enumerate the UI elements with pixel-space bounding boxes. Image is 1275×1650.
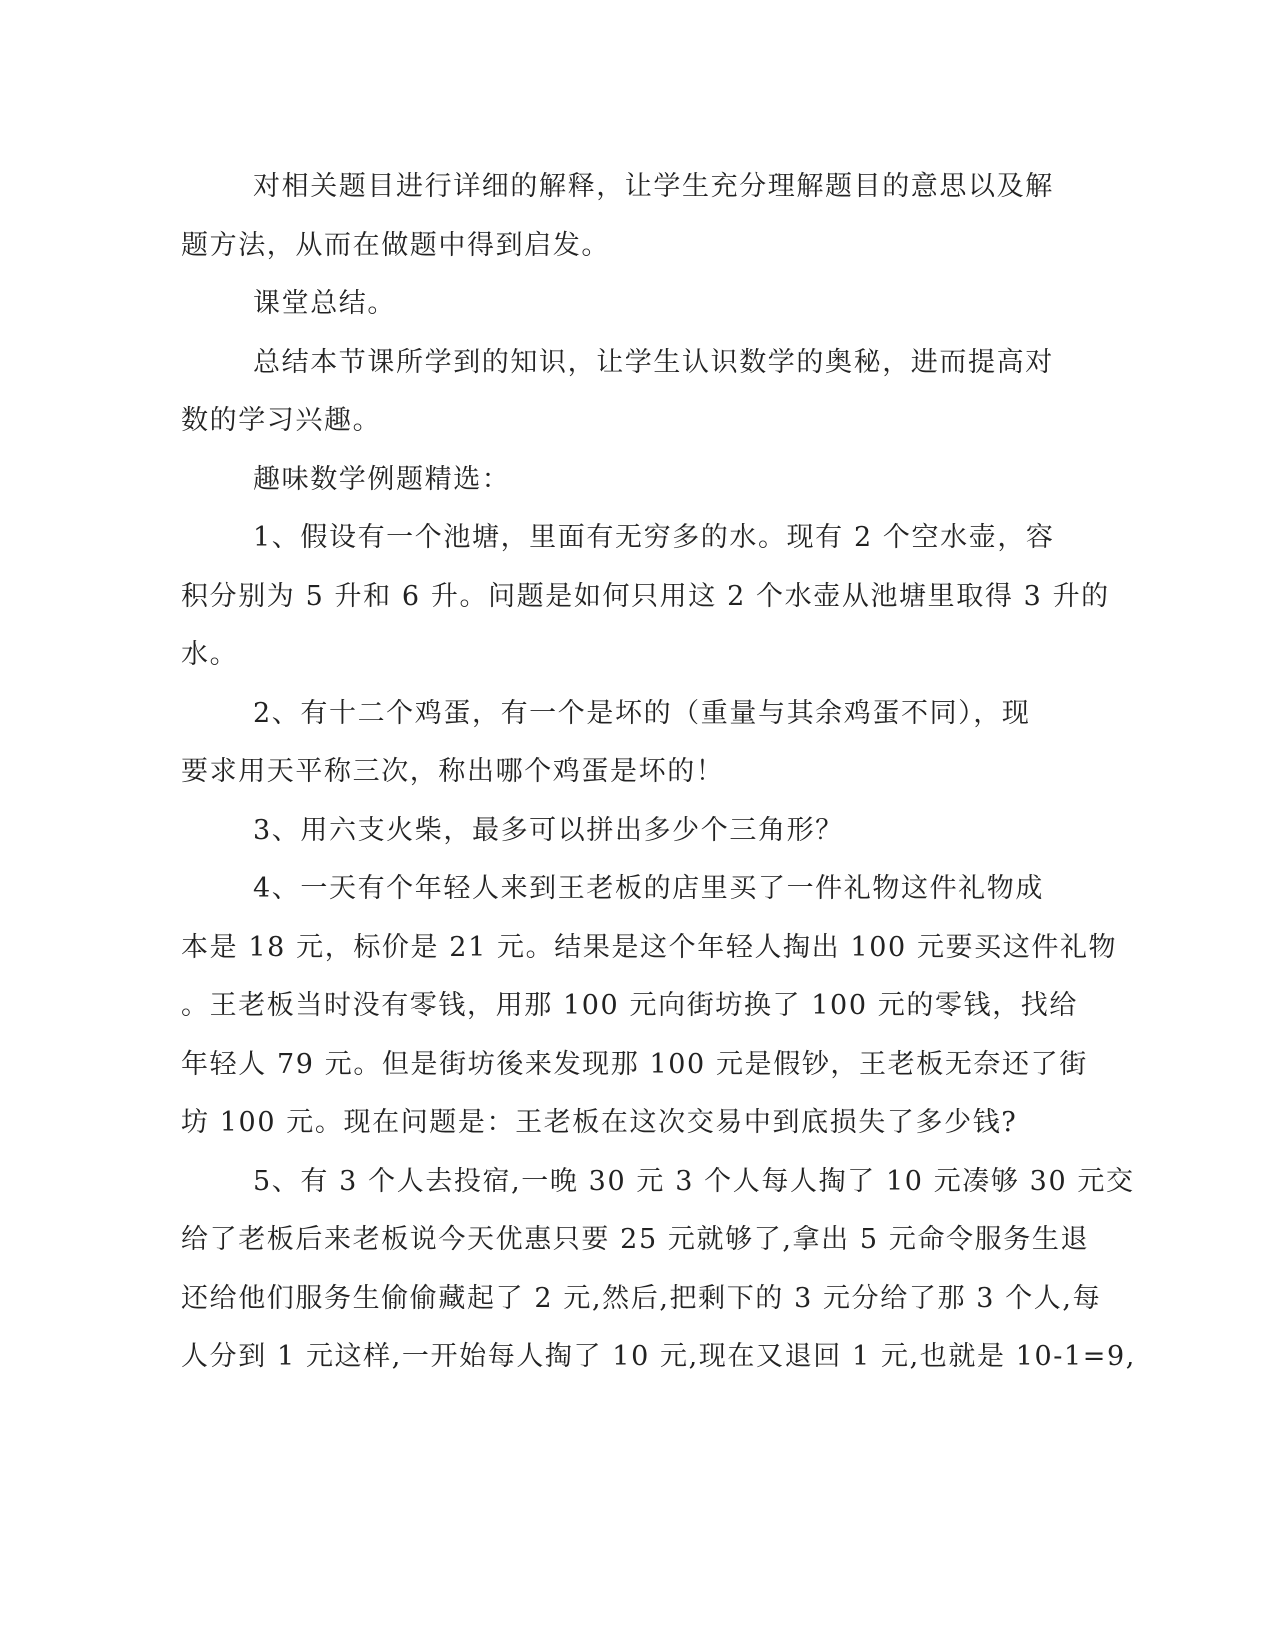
question-1-line-3: 水。: [181, 639, 239, 670]
question-1-line-2: 积分别为 5 升和 6 升。问题是如何只用这 2 个水壶从池塘里取得 3 升的: [181, 580, 1110, 612]
section-heading-summary: 课堂总结。: [253, 288, 396, 319]
text-line-1: 对相关题目进行详细的解释，让学生充分理解题目的意思以及解: [253, 171, 1054, 202]
question-4-line-2: 本是 18 元，标价是 21 元。结果是这个年轻人掏出 100 元要买这件礼物: [181, 931, 1118, 963]
text-line-2: 题方法，从而在做题中得到启发。: [181, 229, 610, 261]
question-4-line-5: 坊 100 元。现在问题是：王老板在这次交易中到底损失了多少钱?: [181, 1107, 1018, 1138]
question-3-line-1: 3、用六支火柴，最多可以拼出多少个三角形？: [253, 814, 844, 846]
question-5-line-2: 给了老板后来老板说今天优惠只要 25 元就够了,拿出 5 元命令服务生退: [181, 1224, 1090, 1255]
question-4-line-4: 年轻人 79 元。但是街坊後来发现那 100 元是假钞，王老板无奈还了街: [181, 1048, 1088, 1080]
question-2-line-2: 要求用天平称三次，称出哪个鸡蛋是坏的！: [181, 756, 725, 787]
text-line-4: 总结本节课所学到的知识，让学生认识数学的奥秘，进而提高对: [253, 346, 1054, 378]
document-body: [181, 158, 1136, 1387]
section-heading-examples: 趣味数学例题精选：: [253, 463, 511, 495]
question-5-line-1: 5、有 3 个人去投宿,一晚 30 元 3 个人每人掏了 10 元凑够 30 元交: [253, 1165, 1135, 1197]
question-4-line-1: 4、一天有个年轻人来到王老板的店里买了一件礼物这件礼物成: [253, 873, 1044, 904]
question-4-line-3: 。王老板当时没有零钱，用那 100 元向街坊换了 100 元的零钱，找给: [181, 990, 1078, 1021]
question-2-line-1: 2、有十二个鸡蛋，有一个是坏的（重量与其余鸡蛋不同），现: [253, 697, 1031, 729]
question-5-line-3: 还给他们服务生偷偷藏起了 2 元,然后,把剩下的 3 元分给了那 3 个人,每: [181, 1282, 1102, 1314]
question-1-line-1: 1、假设有一个池塘，里面有无穷多的水。现有 2 个空水壶，容: [253, 522, 1055, 553]
text-line-5: 数的学习兴趣。: [181, 405, 382, 436]
question-5-line-4: 人分到 1 元这样,一开始每人掏了 10 元,现在又退回 1 元,也就是 10-1=9,: [181, 1341, 1136, 1372]
